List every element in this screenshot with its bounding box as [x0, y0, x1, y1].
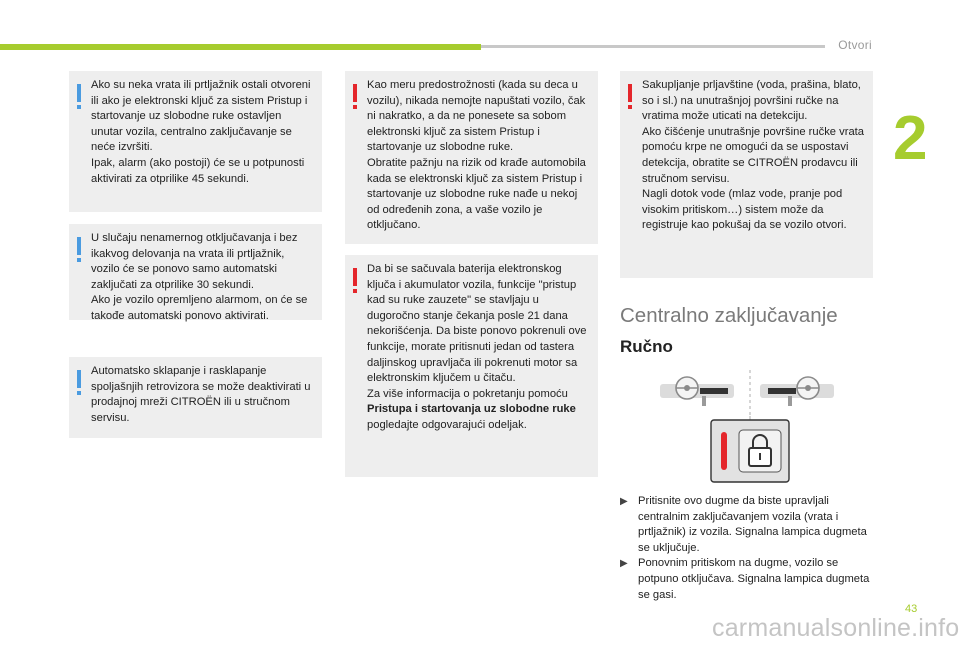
page-number: 43	[905, 603, 918, 615]
warning-note-box	[345, 71, 598, 244]
section-title: Otvori	[838, 38, 872, 52]
warning-icon	[628, 84, 632, 102]
header-accent-bar	[0, 44, 481, 50]
watermark: carmanualsonline.info	[712, 614, 960, 642]
lhd-steering-wheel-icon	[660, 377, 734, 406]
subsection-heading: Ručno	[620, 337, 673, 356]
list-item: ▶ Pritisnite ovo dugme da biste upravljali centralnim zaključavanjem vozila (vrata i prtljažnik) iz vozila. Signalna lampica dugmeta se uključuje.	[620, 495, 867, 554]
info-note-box	[69, 224, 322, 320]
central-locking-illustration	[660, 368, 840, 490]
info-note-box	[69, 357, 322, 438]
arrow-right-icon: ▶	[620, 496, 628, 507]
warning-icon	[353, 84, 357, 102]
info-note-text: Automatsko sklapanje i rasklapanje spoljašnjih retrovizora se može deaktivirati u prodajnoj mreži CITROËN ili u stručnom servisu.	[91, 365, 311, 424]
info-icon	[77, 84, 81, 102]
rhd-steering-wheel-icon	[760, 377, 834, 406]
warning-note-text: Kao meru predostrožnosti (kada su deca u vozilu), nikada nemojte napuštati vozilo, čak ni nakratko, a da ne ponesete sa sobom elektronski ključ za sistem Pristup i startovanje uz slobodne ruke. Obratite pažnju na rizik od krađe automobila kada se elektronski ključ za sistem Pristup i startovanje uz slobodne ruke nađe u nekoj od određenih zona, a vaše vozilo je otključano.	[367, 79, 586, 232]
section-heading: Centralno zaključavanje	[620, 304, 838, 327]
list-item: ▶ Ponovnim pritiskom na dugme, vozilo se potpuno otključava. Signalna lampica dugmeta se gasi.	[620, 557, 870, 601]
central-lock-button	[711, 420, 789, 482]
header-divider	[481, 45, 825, 48]
bold-reference: Pristupa i startovanja uz slobodne ruke	[367, 403, 576, 416]
warning-note-box	[345, 255, 598, 477]
info-note-text: U slučaju nenamernog otključavanja i bez ikakvog delovanja na vrata ili prtljažnik, vozilo će se ponovo samo automatski zaključati za otprilike 30 sekundi. Ako je vozilo opremljeno alarmom, on će se takođe automatski ponovo aktivirati.	[91, 232, 308, 322]
warning-note-text: Da bi se sačuvala baterija elektronskog ključa i akumulator vozila, funkcije "pristup kad su ruke zauzete" se stavljaju u dugoročno stanje čekanja posle 21 dana nekorišćenja. Da biste ponovo pokrenuli ove funkcije, morate pritisnuti jedan od tastera daljinskog upravljača ili pokrenuti motor sa elektronskim ključem u čitaču. Za više informacija o pokretanju pomoću Pristupa i startovanja uz slobodne ruke pogledajte odgovarajući odeljak.	[367, 263, 587, 431]
info-icon	[77, 237, 81, 255]
arrow-right-icon: ▶	[620, 558, 628, 570]
chapter-number: 2	[893, 104, 928, 173]
warning-note-text: Sakupljanje prljavštine (voda, prašina, blato, so i sl.) na unutrašnjoj površini ručke na vratima može uticati na detekciju. Ako čišćenje unutrašnje površine ručke vrata pomoću krpe ne omogući da se uspostavi detekcija, obratite se CITROËN prodavcu ili stručnom servisu. Nagli dotok vode (mlaz vode, pranje pod visokim pritiskom…) sistem može da registruje kao pokušaj da se vozilo otvori.	[642, 79, 864, 232]
warning-note-box	[620, 71, 873, 278]
info-note-text: Ako su neka vrata ili prtljažnik ostali otvoreni ili ako je elektronski ključ za sistem Pristup i startovanje uz slobodne ruke ostavljen unutar vozila, centralno zaključavanje se neće izvršiti. Ipak, alarm (ako postoji) će se u potpunosti aktivirati za otprilike 45 sekundi.	[91, 79, 311, 185]
warning-icon	[353, 268, 357, 286]
info-icon	[77, 370, 81, 388]
info-note-box	[69, 71, 322, 212]
instruction-list	[620, 494, 870, 603]
